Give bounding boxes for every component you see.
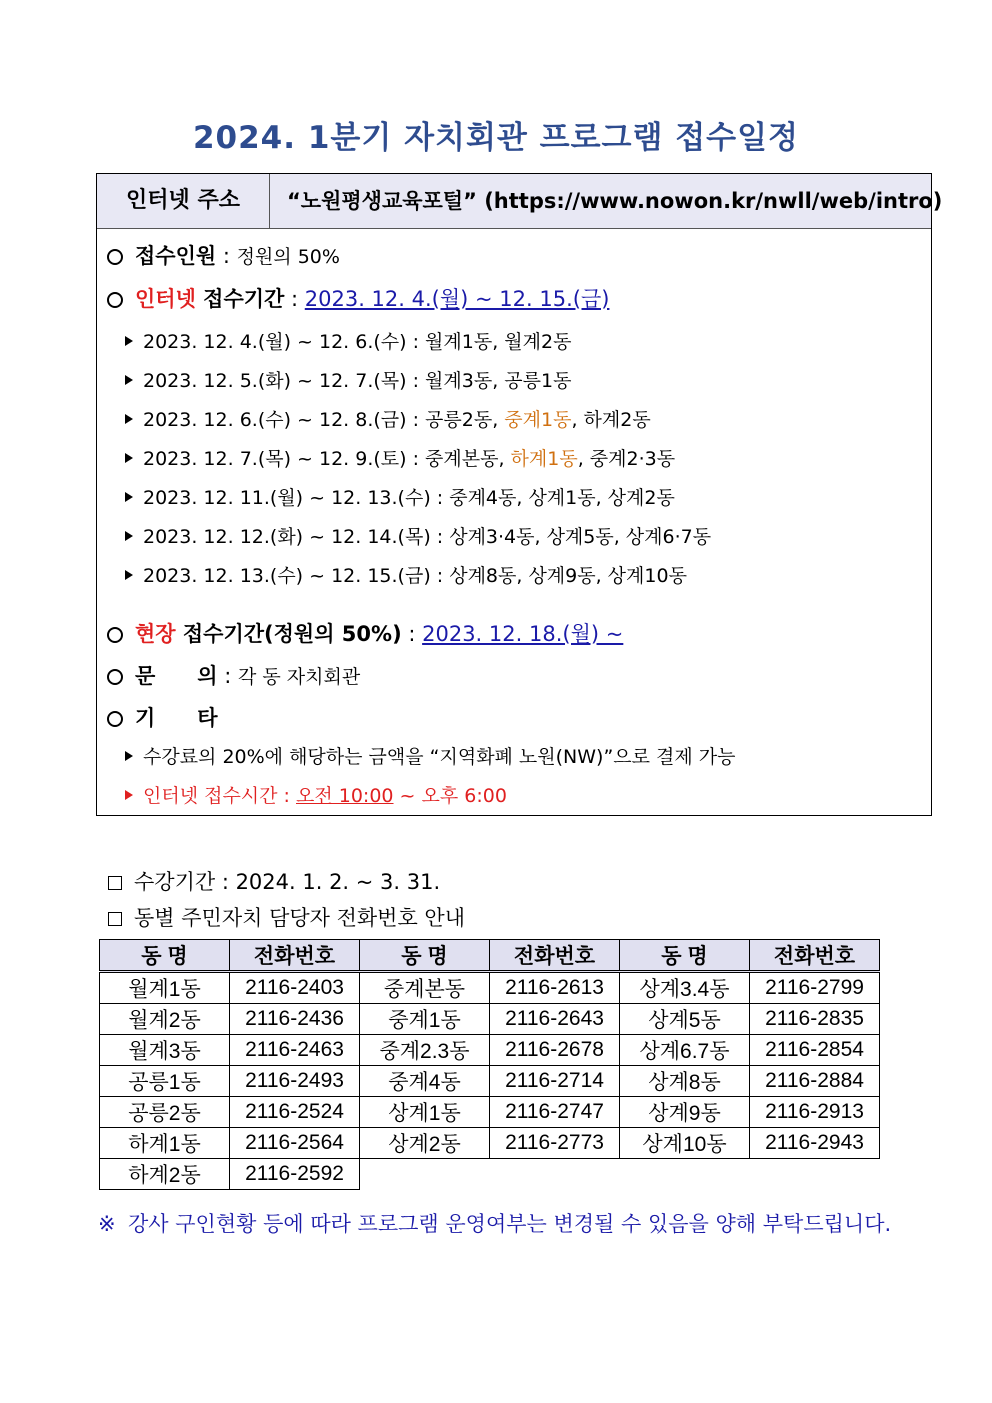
online-schedule-item [125, 522, 711, 549]
table-row [100, 1159, 880, 1190]
table-row [100, 1128, 880, 1159]
triangle-bullet-icon [125, 414, 133, 424]
triangle-bullet-icon [125, 570, 133, 580]
course-period: 수강기간 : 2024. 1. 2. ~ 3. 31. [134, 870, 441, 894]
circle-bullet-icon [107, 292, 123, 308]
course-period-row [108, 866, 440, 896]
phone-number-cell: 2116-2592 [230, 1159, 360, 1190]
online-schedule-item [125, 561, 687, 588]
onsite-label-red: 현장 [135, 622, 176, 646]
etc-time-label: 인터넷 접수시간 : [143, 785, 296, 807]
table-header-row [100, 940, 880, 972]
district-name-cell: 중계2.3동 [360, 1035, 490, 1066]
phone-number-cell: 2116-2678 [490, 1035, 620, 1066]
circle-bullet-icon [107, 711, 123, 727]
district-name-cell: 상계10동 [620, 1128, 750, 1159]
onsite-label: 접수기간(정원의 50%) [175, 622, 402, 646]
schedule-date: 2023. 12. 4.(월) ~ 12. 6.(수) : [143, 331, 426, 353]
phone-number-cell: 2116-2799 [750, 972, 880, 1004]
schedule-date: 2023. 12. 5.(화) ~ 12. 7.(목) : [143, 370, 426, 392]
empty-cell [490, 1159, 620, 1190]
schedule-districts-rest: , 중계2·3동 [577, 448, 676, 470]
district-name-cell: 상계6.7동 [620, 1035, 750, 1066]
phone-number-cell: 2116-2643 [490, 1004, 620, 1035]
phone-number-cell: 2116-2913 [750, 1097, 880, 1128]
phone-number-cell: 2116-2564 [230, 1128, 360, 1159]
district-name-cell: 상계8동 [620, 1066, 750, 1097]
phone-table [99, 939, 880, 1190]
etc-item [125, 742, 736, 769]
notice-text: 강사 구인현황 등에 따라 프로그램 운영여부는 변경될 수 있음을 양해 부탁드립니다. [128, 1212, 892, 1236]
district-name-cell: 상계1동 [360, 1097, 490, 1128]
district-name-cell: 하계1동 [100, 1128, 230, 1159]
checkbox-square-icon [108, 912, 122, 926]
onsite-period: 2023. 12. 18.(월) ~ [422, 622, 624, 646]
table-header-cell: 동 명 [620, 940, 750, 972]
etc-row [107, 702, 218, 732]
district-name-cell: 상계3.4동 [620, 972, 750, 1004]
notice [98, 1206, 898, 1243]
schedule-districts-rest: , 하계2동 [571, 409, 651, 431]
online-period-row [107, 283, 609, 313]
recruit-value: 정원의 50% [236, 246, 340, 268]
address-header [97, 174, 943, 229]
circle-bullet-icon [107, 627, 123, 643]
etc-time-row [125, 781, 507, 808]
table-header-cell: 전화번호 [750, 940, 880, 972]
district-name-cell: 상계5동 [620, 1004, 750, 1035]
table-header-cell: 전화번호 [490, 940, 620, 972]
separator: : [401, 622, 423, 646]
online-schedule-item [125, 444, 675, 471]
phone-number-cell: 2116-2747 [490, 1097, 620, 1128]
district-name-cell: 중계본동 [360, 972, 490, 1004]
schedule-districts: 월계1동, 월계2동 [425, 331, 572, 353]
online-schedule-item [125, 366, 571, 393]
table-row [100, 1035, 880, 1066]
empty-cell [750, 1159, 880, 1190]
table-row [100, 1097, 880, 1128]
schedule-districts: 월계3동, 공릉1동 [425, 370, 572, 392]
empty-cell [360, 1159, 490, 1190]
separator: : [217, 664, 239, 688]
schedule-highlight: 중계1동 [504, 409, 572, 431]
triangle-bullet-icon [125, 790, 133, 800]
etc-time-value: 오전 10:00 [296, 785, 394, 807]
district-name-cell: 월계3동 [100, 1035, 230, 1066]
district-name-cell: 상계2동 [360, 1128, 490, 1159]
etc-payment-text: 수강료의 20%에 해당하는 금액을 “지역화폐 노원(NW)”으로 결제 가능 [143, 746, 736, 768]
inquiry-row [107, 660, 360, 690]
triangle-bullet-icon [125, 336, 133, 346]
schedule-highlight: 하계1동 [510, 448, 578, 470]
schedule-districts: 중계4동, 상계1동, 상계2동 [449, 487, 675, 509]
phone-number-cell: 2116-2854 [750, 1035, 880, 1066]
district-name-cell: 월계2동 [100, 1004, 230, 1035]
phone-number-cell: 2116-2436 [230, 1004, 360, 1035]
phone-number-cell: 2116-2403 [230, 972, 360, 1004]
phone-number-cell: 2116-2773 [490, 1128, 620, 1159]
separator: : [284, 287, 305, 311]
phone-number-cell: 2116-2884 [750, 1066, 880, 1097]
table-header-cell: 동 명 [100, 940, 230, 972]
phone-number-cell: 2116-2835 [750, 1004, 880, 1035]
schedule-box [96, 173, 943, 816]
triangle-bullet-icon [125, 453, 133, 463]
online-schedule-item [125, 483, 675, 510]
triangle-bullet-icon [125, 492, 133, 502]
phone-title-row [108, 902, 465, 932]
inquiry-value: 각 동 자치회관 [238, 666, 361, 688]
empty-cell [620, 1159, 750, 1190]
phone-number-cell: 2116-2714 [490, 1066, 620, 1097]
schedule-districts: 상계3·4동, 상계5동, 상계6·7동 [449, 526, 712, 548]
reference-mark-icon: ※ [98, 1212, 116, 1236]
address-link[interactable]: “노원평생교육포털” (https://www.nowon.kr/nwll/web/intro) [287, 189, 943, 213]
recruit-row [107, 240, 340, 270]
phone-number-cell: 2116-2524 [230, 1097, 360, 1128]
triangle-bullet-icon [125, 375, 133, 385]
circle-bullet-icon [107, 249, 123, 265]
schedule-districts: 중계본동, [425, 448, 511, 470]
schedule-districts: 상계8동, 상계9동, 상계10동 [449, 565, 687, 587]
onsite-period-row [107, 618, 623, 648]
recruit-label: 접수인원 [135, 244, 217, 268]
table-header-cell: 전화번호 [230, 940, 360, 972]
district-name-cell: 공릉1동 [100, 1066, 230, 1097]
phone-number-cell: 2116-2493 [230, 1066, 360, 1097]
triangle-bullet-icon [125, 751, 133, 761]
district-name-cell: 상계9동 [620, 1097, 750, 1128]
online-period: 2023. 12. 4.(월) ~ 12. 15.(금) [304, 287, 610, 311]
separator: : [216, 244, 237, 268]
schedule-date: 2023. 12. 11.(월) ~ 12. 13.(수) : [143, 487, 450, 509]
phone-title: 동별 주민자치 담당자 전화번호 안내 [134, 906, 465, 930]
table-header-cell: 동 명 [360, 940, 490, 972]
table-row [100, 972, 880, 1004]
online-label: 접수기간 [195, 287, 285, 311]
schedule-date: 2023. 12. 12.(화) ~ 12. 14.(목) : [143, 526, 450, 548]
checkbox-square-icon [108, 876, 122, 890]
schedule-date: 2023. 12. 7.(목) ~ 12. 9.(토) : [143, 448, 426, 470]
district-name-cell: 중계4동 [360, 1066, 490, 1097]
triangle-bullet-icon [125, 531, 133, 541]
table-row [100, 1066, 880, 1097]
online-schedule-item [125, 327, 571, 354]
phone-number-cell: 2116-2943 [750, 1128, 880, 1159]
district-name-cell: 중계1동 [360, 1004, 490, 1035]
phone-number-cell: 2116-2613 [490, 972, 620, 1004]
table-row [100, 1004, 880, 1035]
etc-label: 기 타 [135, 706, 218, 730]
circle-bullet-icon [107, 669, 123, 685]
schedule-districts: 공릉2동, [425, 409, 505, 431]
online-schedule-item [125, 405, 651, 432]
inquiry-label: 문 의 [135, 664, 218, 688]
district-name-cell: 하계2동 [100, 1159, 230, 1190]
etc-time-rest: ~ 오후 6:00 [393, 785, 507, 807]
online-label-red: 인터넷 [135, 287, 196, 311]
schedule-date: 2023. 12. 6.(수) ~ 12. 8.(금) : [143, 409, 426, 431]
district-name-cell: 월계1동 [100, 972, 230, 1004]
phone-number-cell: 2116-2463 [230, 1035, 360, 1066]
page-title: 2024. 1분기 자치회관 프로그램 접수일정 [192, 120, 800, 156]
district-name-cell: 공릉2동 [100, 1097, 230, 1128]
address-label: 인터넷 주소 [97, 174, 270, 228]
schedule-date: 2023. 12. 13.(수) ~ 12. 15.(금) : [143, 565, 450, 587]
